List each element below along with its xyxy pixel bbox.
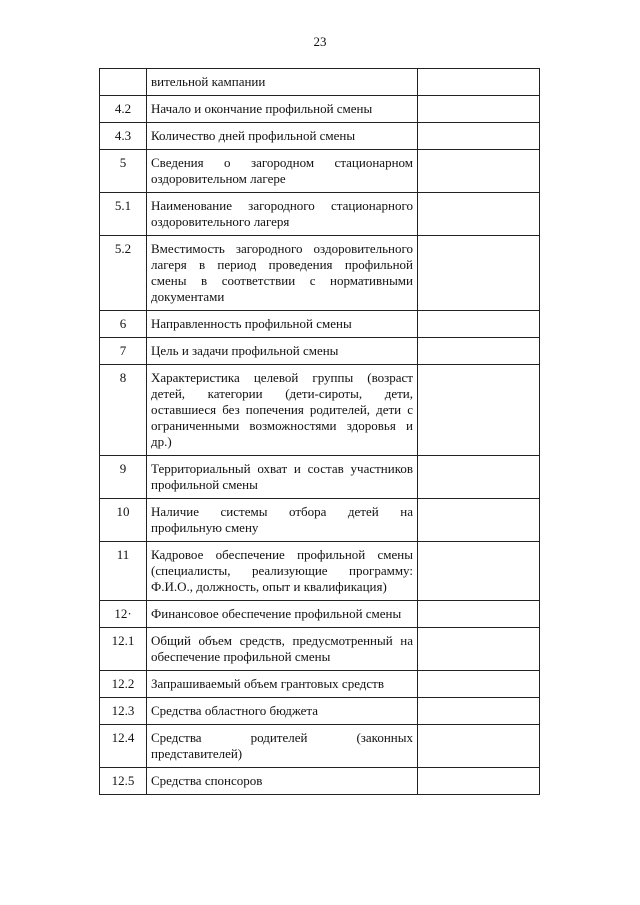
table-row (100, 236, 540, 311)
table-row (100, 150, 540, 193)
row-label: Средства областного бюджета (147, 698, 418, 725)
row-number: 11 (100, 542, 147, 601)
row-value-cell (418, 456, 540, 499)
row-label: Характеристика целевой группы (возраст детей, категории (дети-сироты, дети, оставшиеся без попечения родителей, дети с ограниченными возможностями здоровья и др.) (147, 365, 418, 456)
row-label: Общий объем средств, предусмотренный на обеспечение профильной смены (147, 628, 418, 671)
row-label: Средства спонсоров (147, 768, 418, 795)
row-number: 12.3 (100, 698, 147, 725)
row-value-cell (418, 698, 540, 725)
row-label: Вместимость загородного оздоровительного лагеря в период проведения профильной смены в соответствии с нормативными документами (147, 236, 418, 311)
row-label: вительной кампании (147, 69, 418, 96)
row-label: Наличие системы отбора детей на профильную смену (147, 499, 418, 542)
row-number: 12.4 (100, 725, 147, 768)
row-value-cell (418, 338, 540, 365)
row-value-cell (418, 628, 540, 671)
row-number: 5 (100, 150, 147, 193)
row-number: 12.2 (100, 671, 147, 698)
row-label: Средства родителей (законных представителей) (147, 725, 418, 768)
table-row (100, 542, 540, 601)
row-number: 12· (100, 601, 147, 628)
row-value-cell (418, 150, 540, 193)
table-row (100, 456, 540, 499)
row-number: 6 (100, 311, 147, 338)
row-number: 4.2 (100, 96, 147, 123)
row-number: 9 (100, 456, 147, 499)
table-row (100, 365, 540, 456)
table-row (100, 123, 540, 150)
row-value-cell (418, 69, 540, 96)
row-value-cell (418, 236, 540, 311)
row-value-cell (418, 725, 540, 768)
row-value-cell (418, 96, 540, 123)
row-value-cell (418, 542, 540, 601)
table-body (100, 69, 540, 795)
row-value-cell (418, 365, 540, 456)
page-number: 23 (313, 34, 327, 49)
row-label: Запрашиваемый объем грантовых средств (147, 671, 418, 698)
row-label: Направленность профильной смены (147, 311, 418, 338)
table-row (100, 311, 540, 338)
row-number: 10 (100, 499, 147, 542)
row-value-cell (418, 601, 540, 628)
table-row (100, 628, 540, 671)
row-label: Наименование загородного стационарного оздоровительного лагеря (147, 193, 418, 236)
table-row (100, 698, 540, 725)
row-label: Количество дней профильной смены (147, 123, 418, 150)
row-label: Сведения о загородном стационарном оздоровительном лагере (147, 150, 418, 193)
row-number: 4.3 (100, 123, 147, 150)
row-number: 7 (100, 338, 147, 365)
row-value-cell (418, 311, 540, 338)
row-number: 5.1 (100, 193, 147, 236)
row-label: Финансовое обеспечение профильной смены (147, 601, 418, 628)
row-value-cell (418, 671, 540, 698)
table-row (100, 193, 540, 236)
row-number: 5.2 (100, 236, 147, 311)
row-label: Цель и задачи профильной смены (147, 338, 418, 365)
row-label: Начало и окончание профильной смены (147, 96, 418, 123)
table-row (100, 671, 540, 698)
row-number: 12.5 (100, 768, 147, 795)
row-label: Территориальный охват и состав участников профильной смены (147, 456, 418, 499)
row-label: Кадровое обеспечение профильной смены (специалисты, реализующие программу: Ф.И.О., должность, опыт и квалификация) (147, 542, 418, 601)
row-value-cell (418, 768, 540, 795)
row-value-cell (418, 193, 540, 236)
table-row (100, 338, 540, 365)
table-row (100, 96, 540, 123)
row-value-cell (418, 499, 540, 542)
row-number: 8 (100, 365, 147, 456)
table-row (100, 499, 540, 542)
table-row (100, 601, 540, 628)
form-table (99, 68, 540, 795)
table-row (100, 768, 540, 795)
row-number (100, 69, 147, 96)
table-row (100, 69, 540, 96)
row-value-cell (418, 123, 540, 150)
row-number: 12.1 (100, 628, 147, 671)
table-row (100, 725, 540, 768)
